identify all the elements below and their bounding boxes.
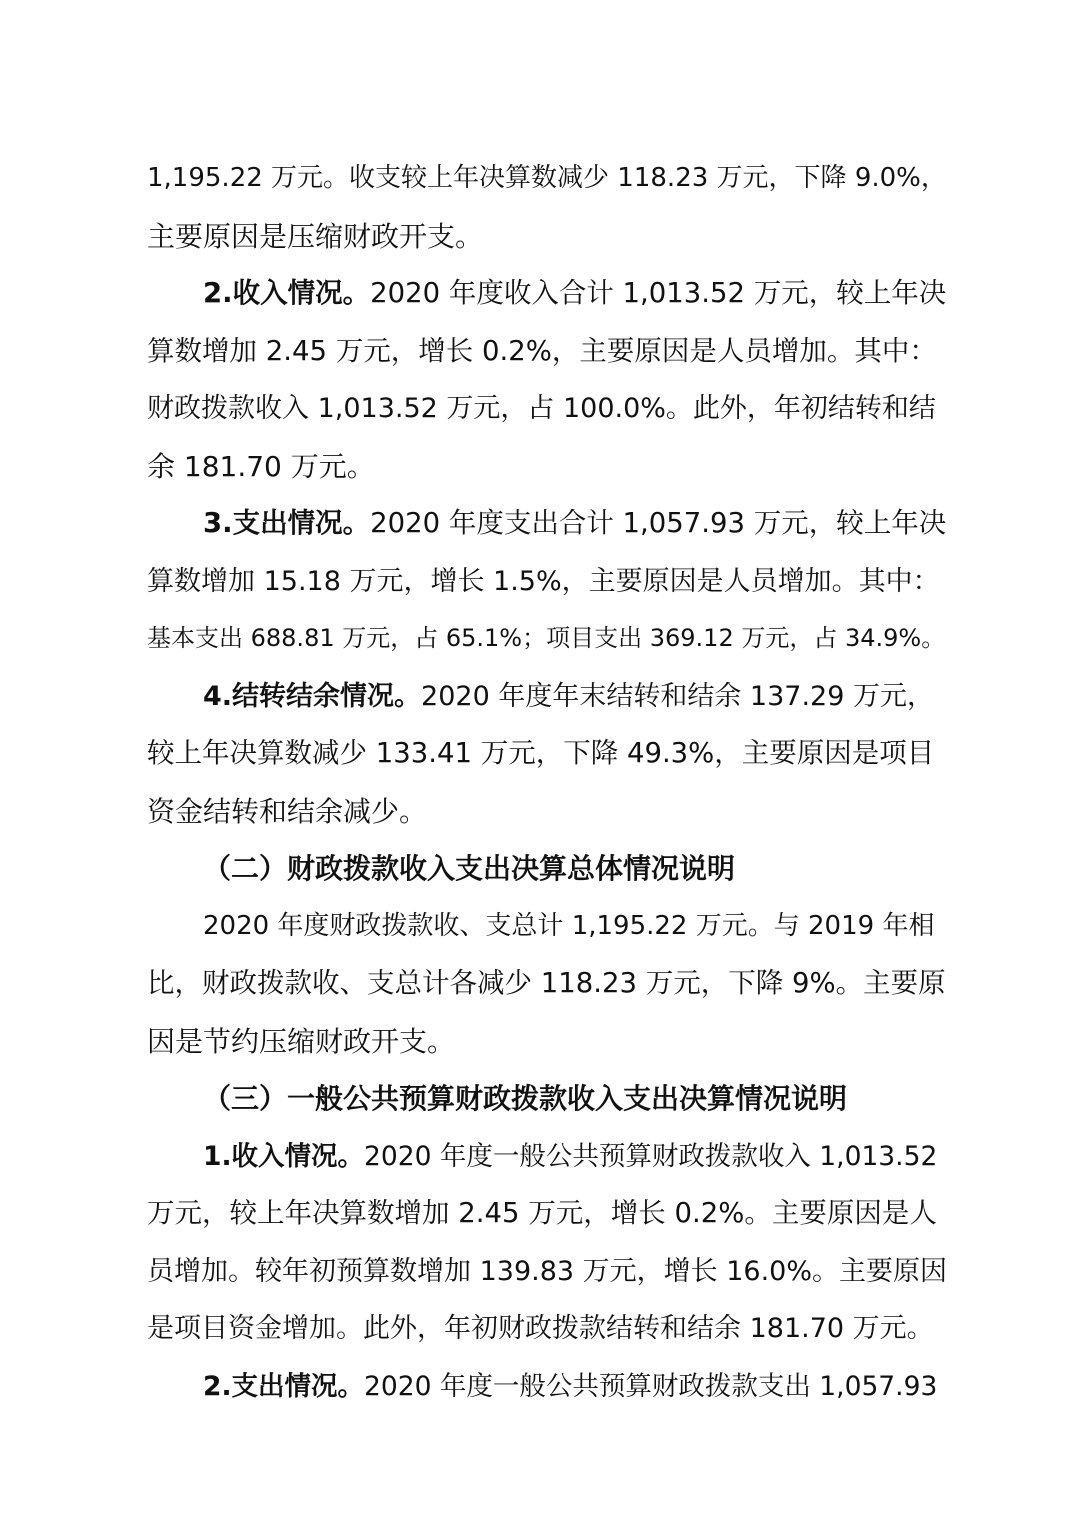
text-content: 因是节约压缩财政开支。 bbox=[147, 1024, 456, 1058]
section-lead: 2.支出情况。 bbox=[203, 1370, 365, 1402]
section-heading bbox=[147, 840, 947, 898]
text-content: 资金结转和结余减少。 bbox=[147, 794, 428, 828]
text-content: 余 181.70 万元。 bbox=[147, 449, 375, 483]
paragraph-first-line bbox=[147, 668, 947, 726]
text-line bbox=[147, 955, 947, 1013]
text-line bbox=[147, 1185, 947, 1243]
text-line bbox=[147, 208, 947, 266]
section-heading bbox=[147, 1070, 947, 1128]
heading-text: （二）财政拨款收入支出决算总体情况说明 bbox=[203, 852, 736, 885]
text-content: 2020 年度财政拨款收、支总计 1,195.22 万元。与 2019 年相 bbox=[203, 910, 935, 941]
heading-text: （三）一般公共预算财政拨款收入支出决算情况说明 bbox=[203, 1082, 848, 1115]
paragraph-first-line bbox=[147, 265, 947, 323]
section-lead: 4.结转结余情况。 bbox=[203, 680, 422, 712]
text-content: 财政拨款收入 1,013.52 万元，占 100.0%。此外，年初结转和结 bbox=[147, 393, 936, 424]
text-line bbox=[147, 725, 947, 783]
text-line bbox=[147, 150, 947, 208]
text-content: 基本支出 688.81 万元，占 65.1%；项目支出 369.12 万元，占 34.9%。 bbox=[147, 624, 946, 652]
paragraph-first-line bbox=[147, 1358, 947, 1416]
text-line bbox=[147, 323, 947, 381]
text-content: 2020 年度年末结转和结余 137.29 万元， bbox=[421, 680, 934, 712]
text-line bbox=[147, 783, 947, 841]
text-content: 万元，较上年决算数增加 2.45 万元，增长 0.2%。主要原因是人 bbox=[147, 1197, 937, 1229]
text-line bbox=[147, 380, 947, 438]
paragraph-first-line bbox=[147, 495, 947, 553]
text-content: 主要原因是压缩财政开支。 bbox=[147, 219, 484, 253]
text-line bbox=[147, 610, 947, 668]
text-content: 算数增加 2.45 万元，增长 0.2%，主要原因是人员增加。其中： bbox=[147, 334, 937, 367]
text-content: 是项目资金增加。此外，年初财政拨款结转和结余 181.70 万元。 bbox=[147, 1313, 934, 1344]
text-content: 1,195.22 万元。收支较上年决算数减少 118.23 万元，下降 9.0%， bbox=[147, 163, 947, 193]
text-content: 2020 年度一般公共预算财政拨款收入 1,013.52 bbox=[364, 1140, 938, 1172]
text-line bbox=[147, 1243, 947, 1301]
paragraph-first-line bbox=[147, 898, 947, 956]
text-content: 算数增加 15.18 万元，增长 1.5%，主要原因是人员增加。其中： bbox=[147, 565, 940, 597]
text-content: 比，财政拨款收、支总计各减少 118.23 万元，下降 9%。主要原 bbox=[147, 967, 946, 999]
text-line bbox=[147, 1013, 947, 1071]
text-content: 2020 年度一般公共预算财政拨款支出 1,057.93 bbox=[364, 1370, 938, 1402]
text-content: 2020 年度收入合计 1,013.52 万元，较上年决 bbox=[370, 277, 947, 309]
document-page bbox=[147, 150, 947, 1415]
text-line bbox=[147, 1300, 947, 1358]
text-content: 员增加。较年初预算数增加 139.83 万元，增长 16.0%。主要原因 bbox=[147, 1255, 947, 1287]
section-lead: 2.收入情况。 bbox=[203, 277, 371, 309]
section-lead: 3.支出情况。 bbox=[203, 507, 371, 539]
text-content: 较上年决算数减少 133.41 万元，下降 49.3%，主要原因是项目 bbox=[147, 737, 935, 769]
text-line bbox=[147, 438, 947, 496]
text-line bbox=[147, 553, 947, 611]
section-lead: 1.收入情况。 bbox=[203, 1140, 365, 1172]
paragraph-first-line bbox=[147, 1128, 947, 1186]
text-content: 2020 年度支出合计 1,057.93 万元，较上年决 bbox=[370, 507, 947, 539]
